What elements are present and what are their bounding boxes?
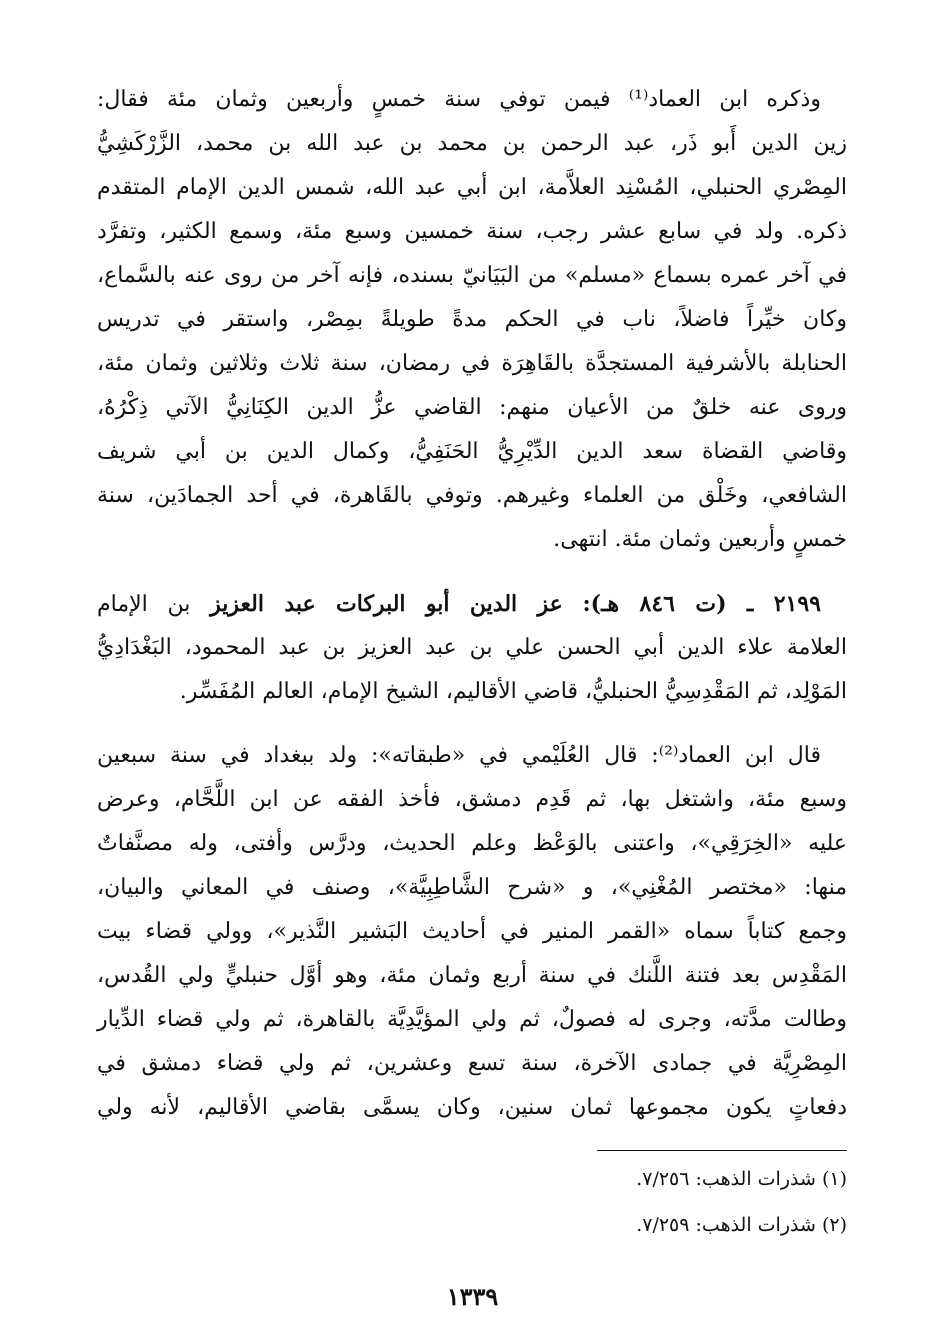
footnote-1: (١) شذرات الذهب: ٧/٢٥٦. xyxy=(636,1168,847,1190)
text-line: منها: «مختصر المُغْنِي»، و «شرح الشَّاطِبِيَّة»، وصنف في المعاني والبيان، xyxy=(97,875,847,900)
text-line: دفعاتٍ يكون مجموعها ثمان سنين، وكان يسمَّى بقاضي الأقاليم، لأنه ولي xyxy=(97,1095,847,1120)
text-line: في آخر عمره بسماع «مسلم» من البَيَانيّ بسنده، فإنه آخر من روى عنه بالسَّماع، xyxy=(97,263,847,288)
text-line: خمسٍ وأربعين وثمان مئة. انتهى. xyxy=(553,527,847,552)
text-line: المِصْري الحنبلي، المُسْنِد العلاَّمة، ابن أبي عبد الله، شمس الدين الإمام المتقدم xyxy=(97,175,847,200)
entry-name: عز الدين أبو البركات عبد العزيز xyxy=(210,591,563,617)
text-line: وطالت مدَّته، وجرى له فصولٌ، ثم ولي المؤيَّدِيَّة بالقاهرة، ثم ولي قضاء الدِّيار xyxy=(97,1007,847,1032)
text-line: زين الدين أَبو ذَر، عبد الرحمن بن محمد بن عبد الله بن محمد، الزَّرْكَشِيُّ xyxy=(97,131,847,156)
text-line: الحنابلة بالأشرفية المستجدَّة بالقَاهِرَة في رمضان، سنة ثلاث وثلاثين وثمان مئة، xyxy=(97,351,847,376)
text-line: قال ابن العماد⁽²⁾: قال العُلَيْمي في «طبقاته»: ولد ببغداد في سنة سبعين xyxy=(97,743,821,768)
text-line: وسبع مئة، واشتغل بها، ثم قَدِم دمشق، فأخذ الفقه عن ابن اللَّحَّام، وعرض xyxy=(97,787,847,812)
text-line: المَوْلِد، ثم المَقْدِسِيُّ الحنبليُّ، قاضي الأقاليم، الشيخ الإمام، العالم المُفَسِّر. xyxy=(179,679,847,704)
entry-number: ٢١٩٩ ـ (ت ٨٤٦ هـ): xyxy=(582,591,821,617)
text-line: عليه «الخِرَقِي»، واعتنى بالوَعْظ وعلم الحديث، ودرَّس وأفتى، وله مصنَّفاتٌ xyxy=(97,831,847,856)
text-line: وروى عنه خلقٌ من الأعيان منهم: القاضي عزُّ الدين الكِنَانِيُّ الآتي ذِكْرُهُ، xyxy=(97,395,847,420)
text-line: وجمع كتاباً سماه «القمر المنير في أحاديث البَشير النَّذير»، وولي قضاء بيت xyxy=(97,919,847,944)
text-line: وكان خيِّراً فاضلاً، ناب في الحكم مدةً طويلةً بمِصْر، واستقر في تدريس xyxy=(97,307,847,332)
text-line: العلامة علاء الدين أبي الحسن علي بن عبد العزيز بن عبد المحمود، البَغْدَادِيُّ xyxy=(97,635,847,660)
text-line: وقاضي القضاة سعد الدين الدِّيْرِيُّ الحَنَفِيُّ، وكمال الدين بن أبي شريف xyxy=(97,439,847,464)
entry-heading xyxy=(97,582,847,626)
text-line: ذكره. ولد في سابع عشر رجب، سنة خمسين وسبع مئة، وسمع الكثير، وتفرَّد xyxy=(97,219,847,244)
text-line: الشافعي، وخَلْق من العلماء وغيرهم. وتوفي بالقَاهرة، في أحد الجمادَين، سنة xyxy=(97,483,847,508)
text-line: وذكره ابن العماد⁽¹⁾ فيمن توفي سنة خمسٍ وأربعين وثمان مئة فقال: xyxy=(97,87,821,112)
footnote-divider xyxy=(597,1150,847,1151)
entry-heading-rest: بن الإمام xyxy=(97,592,191,617)
text-line: المِصْرِيَّة في جمادى الآخرة، سنة تسع وعشرين، ثم ولي قضاء دمشق في xyxy=(97,1051,847,1076)
text-line: المَقْدِس بعد فتنة اللَّنك في سنة أربع وثمان مئة، وهو أوَّل حنبليٍّ ولي القُدس، xyxy=(97,963,847,988)
page-number: ١٣٣٩ xyxy=(446,1282,499,1311)
footnote-2: (٢) شذرات الذهب: ٧/٢٥٩. xyxy=(636,1214,847,1236)
